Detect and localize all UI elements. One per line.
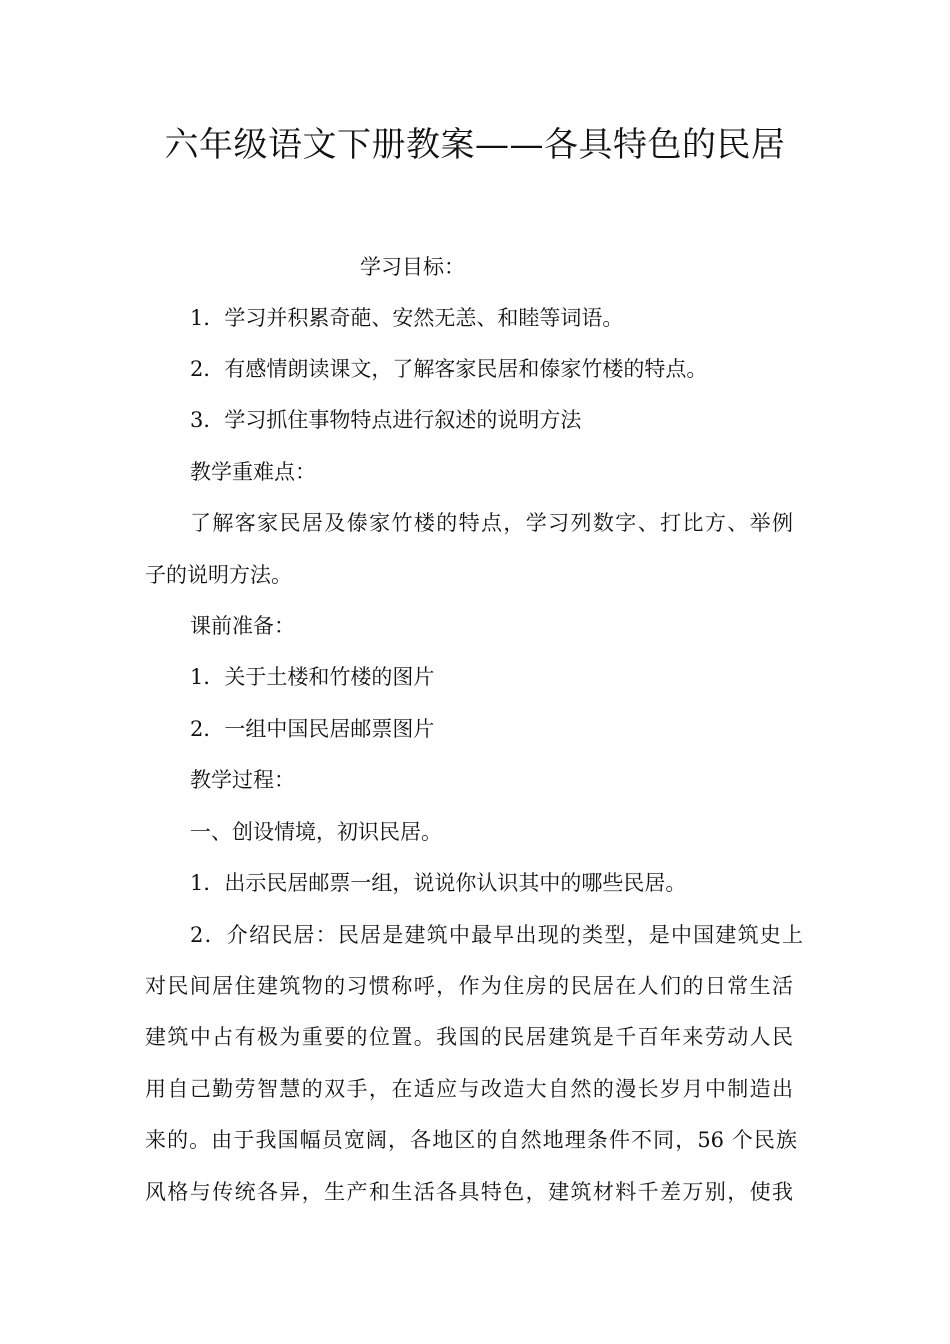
preparation-heading: 课前准备： xyxy=(190,614,295,638)
section-1-item-2-line-4: 用自己勤劳智慧的双手，在适应与改造大自然的漫长岁月中制造出 xyxy=(145,1077,793,1101)
objective-item-2: 2．有感情朗读课文，了解客家民居和傣家竹楼的特点。 xyxy=(190,357,708,381)
section-1-item-2-line-5: 来的。由于我国幅员宽阔，各地区的自然地理条件不同，56 个民族 xyxy=(145,1128,797,1152)
section-1-item-2-line-1: 2．介绍民居：民居是建筑中最早出现的类型，是中国建筑史上 xyxy=(190,923,803,947)
section-1-item-2-line-2: 对民间居住建筑物的习惯称呼，作为住房的民居在人们的日常生活 xyxy=(145,974,793,998)
key-points-line-1: 了解客家民居及傣家竹楼的特点，学习列数字、打比方、举例 xyxy=(190,511,793,535)
section-1-heading: 一、创设情境，初识民居。 xyxy=(190,820,442,844)
section-1-item-2-line-3: 建筑中占有极为重要的位置。我国的民居建筑是千百年来劳动人民 xyxy=(145,1025,793,1049)
document-title: 六年级语文下册教案——各具特色的民居 xyxy=(164,125,786,165)
preparation-item-1: 1．关于土楼和竹楼的图片 xyxy=(190,665,435,689)
key-points-line-2: 子的说明方法。 xyxy=(145,563,292,587)
section-1-item-1: 1．出示民居邮票一组，说说你认识其中的哪些民居。 xyxy=(190,871,687,895)
section-1-item-2-line-6: 风格与传统各异，生产和生活各具特色，建筑材料千差万别，使我 xyxy=(145,1180,793,1204)
objective-item-3: 3．学习抓住事物特点进行叙述的说明方法 xyxy=(190,408,582,432)
process-heading: 教学过程： xyxy=(190,768,295,792)
preparation-item-2: 2．一组中国民居邮票图片 xyxy=(190,717,435,741)
objective-item-1: 1．学习并积累奇葩、安然无恙、和睦等词语。 xyxy=(190,306,624,330)
objectives-heading: 学习目标： xyxy=(360,255,465,279)
key-points-heading: 教学重难点： xyxy=(190,460,316,484)
